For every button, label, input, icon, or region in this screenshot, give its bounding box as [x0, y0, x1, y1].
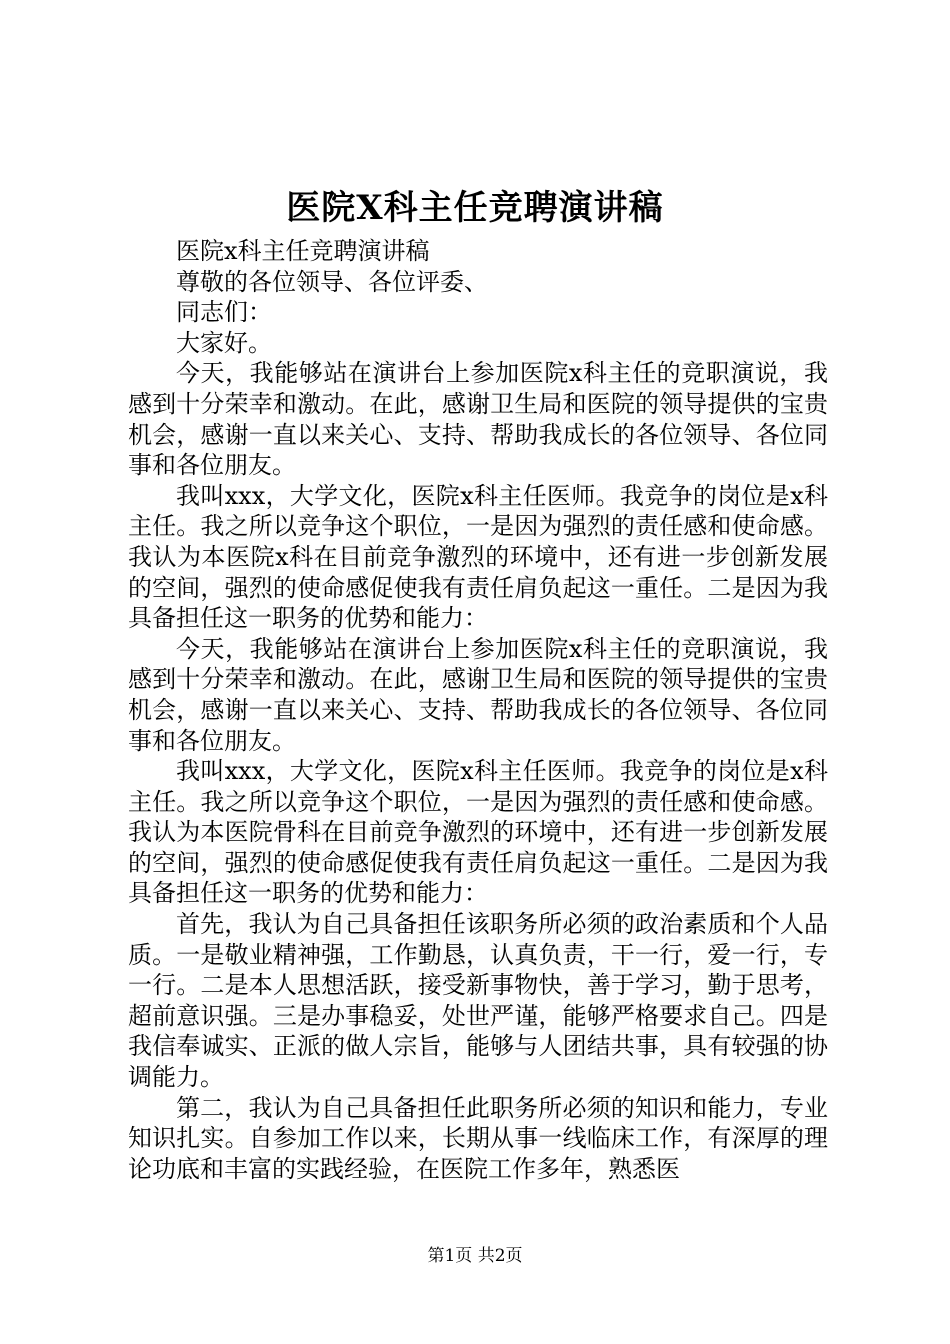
paragraph: 首先，我认为自己具备担任该职务所必须的政治素质和个人品质。一是敬业精神强，工作勤恳，认真负责，干一行，爱一行，专一行。二是本人思想活跃，接受新事物快，善于学习，勤于思考，超前意识强。三是办事稳妥，处世严谨，能够严格要求自己。四是我信奉诚实、正派的做人宗旨，能够与人团结共事，具有较强的协调能力。 [128, 910, 828, 1092]
paragraph: 第二，我认为自己具备担任此职务所必须的知识和能力，专业知识扎实。自参加工作以来，长期从事一线临床工作，有深厚的理论功底和丰富的实践经验，在医院工作多年，熟悉医 [128, 1093, 828, 1183]
document-title: 医院X科主任竞聘演讲稿 [286, 188, 664, 228]
paragraph: 今天，我能够站在演讲台上参加医院x科主任的竞职演说，我感到十分荣幸和激动。在此，感谢卫生局和医院的领导提供的宝贵机会，感谢一直以来关心、支持、帮助我成长的各位领导、各位同事和各位朋友。 [128, 634, 828, 755]
page-footer: 第1页 共2页 [427, 1246, 523, 1266]
paragraph: 我叫xxx，大学文化，医院x科主任医师。我竞争的岗位是x科主任。我之所以竞争这个职位，一是因为强烈的责任感和使命感。我认为本医院骨科在目前竞争激烈的环境中，还有进一步创新发展的空间，强烈的使命感促使我有责任肩负起这一重任。二是因为我具备担任这一职务的优势和能力： [128, 757, 828, 908]
paragraph: 同志们： [176, 298, 272, 327]
paragraph: 大家好。 [176, 328, 272, 357]
paragraph: 今天，我能够站在演讲台上参加医院x科主任的竞职演说，我感到十分荣幸和激动。在此，感谢卫生局和医院的领导提供的宝贵机会，感谢一直以来关心、支持、帮助我成长的各位领导、各位同事和各位朋友。 [128, 359, 828, 480]
document-body [128, 236, 828, 1184]
paragraph: 尊敬的各位领导、各位评委、 [176, 267, 488, 296]
paragraph: 我叫xxx，大学文化，医院x科主任医师。我竞争的岗位是x科主任。我之所以竞争这个职位，一是因为强烈的责任感和使命感。我认为本医院x科在目前竞争激烈的环境中，还有进一步创新发展的空间，强烈的使命感促使我有责任肩负起这一重任。二是因为我具备担任这一职务的优势和能力： [128, 481, 828, 633]
paragraph: 医院x科主任竞聘演讲稿 [176, 237, 430, 265]
